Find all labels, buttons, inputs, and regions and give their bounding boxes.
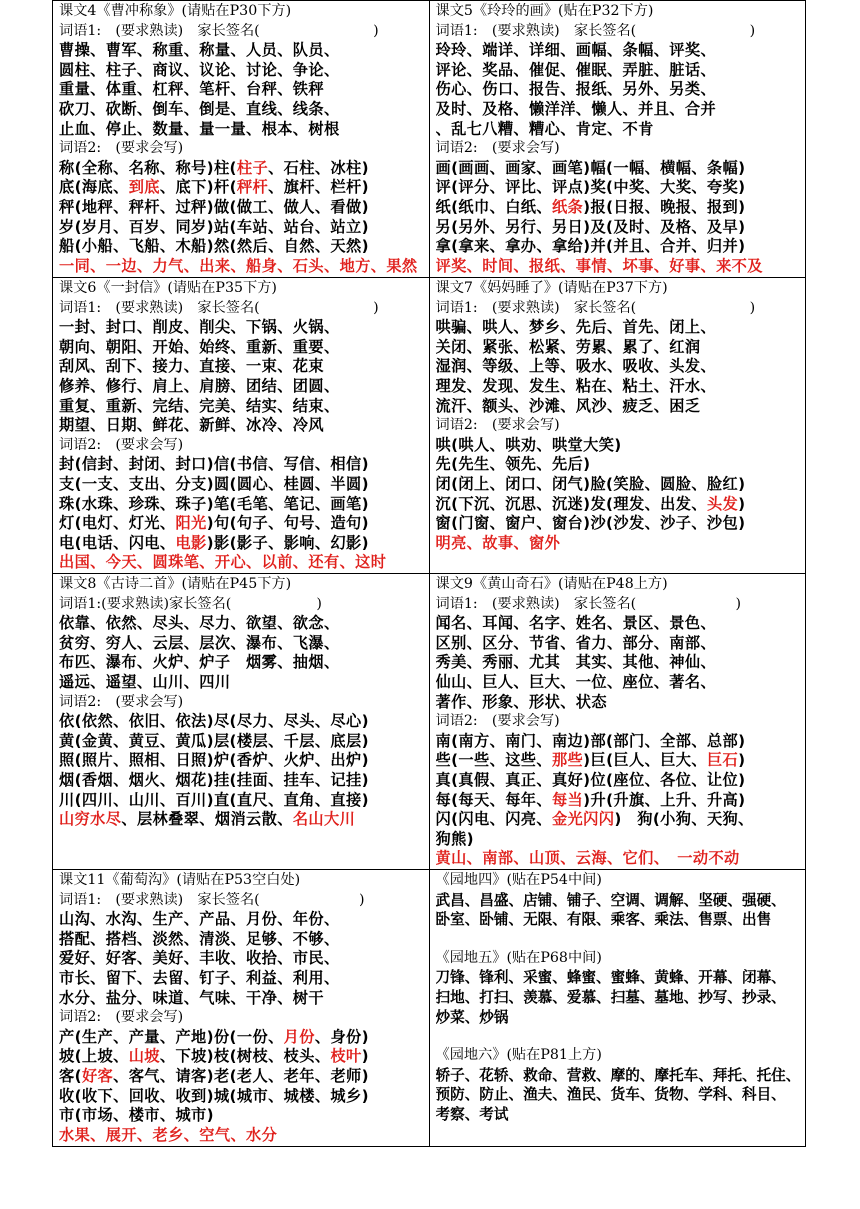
ci2-line bbox=[59, 1047, 425, 1067]
ci1-line: 水分、盐分、味道、气味、干净、树干 bbox=[59, 988, 324, 1007]
extra-words: 一同、一边、力气、出来、船身、石头、地方、果然 bbox=[59, 256, 418, 275]
highlighted-word: 好客 bbox=[81, 1066, 114, 1085]
highlighted-word: 枝叶 bbox=[330, 1047, 362, 1066]
word-text: 底(海底、 bbox=[59, 178, 129, 197]
word-text: 、下坡)枝(树枝、枝头、 bbox=[159, 1047, 331, 1066]
word-text: 闪(闪电、闪亮、 bbox=[435, 810, 552, 829]
ci1-label: 词语1: (要求熟读) 家长签名( ) bbox=[59, 299, 379, 316]
lesson-9-cell bbox=[429, 574, 806, 870]
word-text: 沉(下沉、沉思、沉迷)发(理发、出发、 bbox=[435, 494, 707, 513]
word-text: )报(日报、晚报、报到) bbox=[583, 197, 746, 216]
ci1-line: 依靠、依然、尽头、尽力、欲望、欲念、 bbox=[59, 614, 340, 633]
highlighted-word: 巨石 bbox=[706, 751, 739, 770]
word-text: 拿(拿来、拿办、拿给)并(并且、合并、归并) bbox=[435, 237, 746, 256]
word-text: 烟(香烟、烟火、烟花)挂(挂面、挂车、记挂) bbox=[59, 770, 369, 789]
extra-words: 明亮、故事、窗外 bbox=[435, 533, 561, 552]
garden-line: 卧室、卧铺、无限、有限、乘客、乘法、售票、出售 bbox=[435, 911, 772, 929]
ci2-label: 词语2: (要求会写) bbox=[59, 1009, 184, 1026]
ci1-line: 刮风、刮下、接力、直接、一束、花束 bbox=[59, 357, 324, 376]
lesson-title: 课文8《古诗二首》(请贴在P45下方) bbox=[59, 576, 292, 592]
ci1-line: 一封、封口、削皮、削尖、下锅、火锅、 bbox=[59, 318, 340, 337]
garden-title: 《园地六》(贴在P81上方) bbox=[435, 1047, 602, 1064]
ci1-label: 词语1: (要求熟读) 家长签名( ) bbox=[59, 22, 379, 39]
word-text: )升(升旗、上升、升高) bbox=[583, 790, 746, 809]
ci1-line: 哄骗、哄人、梦乡、先后、首先、闭上、 bbox=[435, 318, 717, 337]
ci2-line bbox=[59, 732, 425, 752]
ci2-label: 词语2: (要求会写) bbox=[435, 417, 560, 434]
word-text: )句(句子、句号、造句) bbox=[206, 514, 369, 533]
highlighted-word: 头发 bbox=[706, 494, 739, 513]
ci1-line: 止血、停止、数量、量一量、根本、树根 bbox=[59, 119, 340, 138]
word-text: 些(一些、这些、 bbox=[435, 751, 552, 770]
ci1-line: 闻名、耳闻、名字、姓名、景区、景色、 bbox=[435, 614, 717, 633]
lesson-title: 课文6《一封信》(请贴在P35下方) bbox=[59, 280, 277, 296]
highlighted-word: 月份 bbox=[283, 1027, 315, 1046]
highlighted-word: 柱子 bbox=[236, 158, 269, 177]
lesson-title: 课文4《曹冲称象》(请贴在P30下方) bbox=[59, 3, 292, 19]
word-text: ) 狗(小狗、天狗、 bbox=[614, 810, 754, 829]
ci2-line bbox=[59, 1106, 425, 1126]
ci2-line bbox=[59, 1028, 425, 1048]
ci1-line: 砍刀、砍断、倒车、倒是、直线、线条、 bbox=[59, 99, 340, 118]
vocabulary-sheet bbox=[52, 0, 806, 1147]
ci1-line: 搭配、搭档、淡然、清淡、足够、不够、 bbox=[59, 929, 340, 948]
highlighted-word: 每当 bbox=[551, 790, 584, 809]
word-text: 产(生产、产量、产地)份(一份、 bbox=[59, 1027, 284, 1046]
word-text: 狗熊) bbox=[435, 829, 475, 848]
ci2-line bbox=[436, 514, 802, 534]
word-text: 依(依然、依旧、依法)尽(尽力、尽头、尽心) bbox=[59, 712, 369, 731]
ci2-line bbox=[59, 178, 425, 198]
word-text: ) bbox=[738, 751, 746, 770]
highlighted-word: 名山大川 bbox=[292, 810, 356, 829]
ci1-line: 及时、及格、懒洋洋、懒人、并且、合并 bbox=[435, 99, 717, 118]
word-text: ) bbox=[738, 494, 746, 513]
word-text: 黄(金黄、黄豆、黄瓜)层(楼层、千层、底层) bbox=[59, 731, 369, 750]
ci1-line: 伤心、伤口、报告、报纸、另外、另类、 bbox=[435, 80, 717, 99]
highlighted-word: 秤杆 bbox=[236, 178, 269, 197]
garden-line: 考察、考试 bbox=[435, 1105, 509, 1123]
ci2-label: 词语2: (要求会写) bbox=[59, 436, 184, 453]
ci1-label: 词语1: (要求熟读) 家长签名( ) bbox=[59, 891, 365, 908]
ci2-line bbox=[59, 198, 425, 218]
word-text: 电(电话、闪电、 bbox=[59, 533, 176, 552]
ci2-line bbox=[59, 475, 425, 495]
lesson-title: 课文7《妈妈睡了》(请贴在P37下方) bbox=[435, 280, 668, 296]
ci1-line: 曹操、曹军、称重、称量、人员、队员、 bbox=[59, 41, 340, 60]
word-text: 、身份) bbox=[314, 1027, 369, 1046]
highlighted-word: 山坡 bbox=[128, 1047, 160, 1066]
garden-line: 扫地、打扫、羡慕、爱慕、扫墓、墓地、抄写、抄录、 bbox=[435, 988, 786, 1006]
lesson-4-cell bbox=[53, 1, 430, 278]
ci1-line: 布匹、瀑布、火炉、炉子 烟雾、抽烟、 bbox=[59, 653, 340, 672]
ci1-line: 理发、发现、发生、粘在、粘土、汗水、 bbox=[435, 376, 717, 395]
ci1-line: 秀美、秀丽、尤其 其实、其他、神仙、 bbox=[435, 653, 717, 672]
ci1-line: 评论、奖品、催促、催眠、弄脏、脏话、 bbox=[435, 60, 717, 79]
ci2-line bbox=[436, 830, 802, 850]
ci1-label: 词语1: (要求熟读) 家长签名( ) bbox=[435, 595, 742, 612]
word-text: 川(四川、山川、百川)直(直尺、直角、直接) bbox=[59, 790, 369, 809]
ci1-line: 玲玲、端详、详细、画幅、条幅、评奖、 bbox=[435, 41, 717, 60]
lesson-5-cell bbox=[429, 1, 806, 278]
ci2-line bbox=[436, 495, 802, 515]
ci2-line bbox=[59, 712, 425, 732]
highlighted-word: 电影 bbox=[175, 533, 207, 552]
word-text: )影(影子、影响、幻影) bbox=[206, 533, 369, 552]
word-text: 每(每天、每年、 bbox=[435, 790, 552, 809]
ci2-line bbox=[436, 475, 802, 495]
word-text: 先(先生、领先、先后) bbox=[435, 455, 591, 474]
word-text: 秤(地秤、秤杆、过秤)做(做工、做人、看做) bbox=[59, 197, 369, 216]
word-text: 封(信封、封闭、封口)信(书信、写信、相信) bbox=[59, 455, 369, 474]
ci1-line: 流汗、额头、沙滩、风沙、疲乏、困乏 bbox=[435, 396, 701, 415]
ci1-line: 遥远、遥望、山川、四川 bbox=[59, 672, 231, 691]
word-text: 坡(上坡、 bbox=[59, 1047, 129, 1066]
ci1-label: 词语1:(要求熟读)家长签名( ) bbox=[59, 595, 322, 612]
ci2-line bbox=[436, 198, 802, 218]
word-text: 船(小船、飞船、木船)然(然后、自然、天然) bbox=[59, 237, 369, 256]
spacer bbox=[436, 1027, 802, 1046]
ci1-line: 重量、体重、杠秤、笔杆、台秤、铁秤 bbox=[59, 80, 324, 99]
ci1-line: 朝向、朝阳、开始、始终、重新、重要、 bbox=[59, 337, 340, 356]
extra-words: 出国、今天、圆珠笔、开心、以前、还有、这时 bbox=[59, 553, 387, 572]
ci2-label: 词语2: (要求会写) bbox=[435, 140, 560, 157]
lesson-7-cell bbox=[429, 278, 806, 574]
lesson-6-cell bbox=[53, 278, 430, 574]
word-text: 、层林叠翠、烟消云散、 bbox=[121, 810, 293, 829]
word-text: 、旗杆、栏杆) bbox=[268, 178, 369, 197]
ci2-line bbox=[436, 751, 802, 771]
ci1-line: 区别、区分、节省、省力、部分、南部、 bbox=[435, 633, 717, 652]
word-text: 画(画画、画家、画笔)幅(一幅、横幅、条幅) bbox=[435, 158, 746, 177]
ci2-line bbox=[436, 771, 802, 791]
word-text: 、客气、请客)老(老人、老年、老师) bbox=[113, 1066, 369, 1085]
highlighted-word: 到底 bbox=[128, 178, 160, 197]
ci1-line: 湿润、等级、上等、吸水、吸收、头发、 bbox=[435, 357, 717, 376]
ci2-line bbox=[436, 436, 802, 456]
ci2-line bbox=[436, 178, 802, 198]
garden-title: 《园地四》(贴在P54中间) bbox=[435, 872, 602, 888]
ci1-line: 爱好、好客、美好、丰收、收拾、市民、 bbox=[59, 949, 340, 968]
word-text: 哄(哄人、哄劝、哄堂大笑) bbox=[435, 435, 622, 454]
word-text: 灯(电灯、灯光、 bbox=[59, 514, 176, 533]
lesson-title: 课文9《黄山奇石》(请贴在P48上方) bbox=[435, 576, 668, 592]
lesson-8-cell bbox=[53, 574, 430, 870]
ci2-line bbox=[59, 1067, 425, 1087]
ci2-line bbox=[436, 218, 802, 238]
word-text: )巨(巨人、巨大、 bbox=[583, 751, 707, 770]
lesson-title: 课文11《葡萄沟》(请贴在P53空白处) bbox=[59, 872, 301, 888]
extra-words: 评奖、时间、报纸、事情、坏事、好事、来不及 bbox=[435, 256, 763, 275]
ci2-line bbox=[59, 751, 425, 771]
word-text: 窗(门窗、窗户、窗台)沙(沙发、沙子、沙包) bbox=[435, 514, 746, 533]
word-text: 、底下)杆( bbox=[159, 178, 237, 197]
ci1-label: 词语1: (要求熟读) 家长签名( ) bbox=[435, 299, 756, 316]
ci2-line bbox=[436, 810, 802, 830]
ci2-line bbox=[59, 218, 425, 238]
word-text: 珠(水珠、珍珠、珠子)笔(毛笔、笔记、画笔) bbox=[59, 494, 369, 513]
word-text: 另(另外、另行、另日)及(及时、及格、及早) bbox=[435, 217, 746, 236]
ci2-line bbox=[59, 495, 425, 515]
ci2-line bbox=[59, 455, 425, 475]
garden-cell bbox=[429, 870, 806, 1147]
extra-words: 水果、展开、老乡、空气、水分 bbox=[59, 1125, 278, 1144]
word-text: 市(市场、楼市、城市) bbox=[59, 1106, 214, 1125]
ci2-label: 词语2: (要求会写) bbox=[59, 140, 184, 157]
ci2-line bbox=[436, 732, 802, 752]
ci1-line: 贫穷、穷人、云层、层次、瀑布、飞瀑、 bbox=[59, 633, 340, 652]
highlighted-word: 山穷水尽 bbox=[59, 810, 122, 829]
garden-line: 轿子、花轿、救命、营救、摩的、摩托车、拜托、托住、 bbox=[435, 1066, 801, 1084]
ci1-line: 著作、形象、形状、状态 bbox=[435, 692, 607, 711]
garden-line: 武昌、昌盛、店铺、铺子、空调、调解、坚硬、强硬、 bbox=[435, 891, 786, 909]
word-text: 纸(纸巾、白纸、 bbox=[435, 197, 552, 216]
word-text: ) bbox=[361, 1047, 369, 1066]
highlighted-word: 那些 bbox=[551, 751, 584, 770]
highlighted-word: 阳光 bbox=[175, 514, 207, 533]
highlighted-word: 金光闪闪 bbox=[551, 810, 615, 829]
garden-line: 炒菜、炒锅 bbox=[435, 1008, 509, 1026]
ci1-line: 关闭、紧张、松紧、劳累、累了、红润 bbox=[435, 337, 701, 356]
word-text: 客( bbox=[59, 1066, 82, 1085]
ci2-line bbox=[59, 1087, 425, 1107]
ci2-line bbox=[436, 791, 802, 811]
ci1-line: 、乱七八糟、糟心、肯定、不肯 bbox=[435, 119, 654, 138]
ci1-line: 山沟、水沟、生产、产品、月份、年份、 bbox=[59, 910, 340, 929]
ci2-label: 词语2: (要求会写) bbox=[59, 693, 184, 710]
ci2-label: 词语2: (要求会写) bbox=[435, 713, 560, 730]
ci2-line bbox=[436, 455, 802, 475]
spacer bbox=[436, 930, 802, 949]
lesson-11-cell bbox=[53, 870, 430, 1147]
garden-line: 刀锋、锋利、采蜜、蜂蜜、蜜蜂、黄蜂、开幕、闭幕、 bbox=[435, 969, 786, 987]
garden-title: 《园地五》(贴在P68中间) bbox=[435, 949, 602, 966]
ci2-line bbox=[59, 514, 425, 534]
ci2-line bbox=[436, 159, 802, 179]
ci2-line bbox=[59, 534, 425, 554]
word-text: 南(南方、南门、南边)部(部门、全部、总部) bbox=[435, 731, 746, 750]
ci2-line bbox=[436, 237, 802, 257]
ci2-line bbox=[59, 791, 425, 811]
word-text: 支(一支、支出、分支)圆(圆心、桂圆、半圆) bbox=[59, 474, 369, 493]
word-text: 收(收下、回收、收到)城(城市、城楼、城乡) bbox=[59, 1086, 369, 1105]
ci1-line: 修养、修行、肩上、肩膀、团结、团圆、 bbox=[59, 376, 340, 395]
ci1-line: 期望、日期、鲜花、新鲜、冰冷、冷风 bbox=[59, 416, 324, 435]
word-text: 称(全称、名称、称号)柱( bbox=[59, 158, 237, 177]
highlighted-word: 纸条 bbox=[551, 197, 584, 216]
word-text: 照(照片、照相、日照)炉(香炉、火炉、出炉) bbox=[59, 751, 369, 770]
ci2-line bbox=[59, 237, 425, 257]
garden-line: 预防、防止、渔夫、渔民、货车、货物、学科、科目、 bbox=[435, 1086, 786, 1104]
word-text: 评(评分、评比、评点)奖(中奖、大奖、夸奖) bbox=[435, 178, 746, 197]
ci1-line: 仙山、巨人、巨大、一位、座位、著名、 bbox=[435, 672, 717, 691]
ci1-label: 词语1: (要求熟读) 家长签名( ) bbox=[435, 22, 756, 39]
ci1-line: 市长、留下、去留、钉子、利益、利用、 bbox=[59, 968, 340, 987]
lesson-title: 课文5《玲玲的画》(贴在P32下方) bbox=[435, 3, 654, 19]
word-text: 闭(闭上、闭口、闭气)脸(笑脸、圆脸、脸红) bbox=[435, 474, 746, 493]
ci2-line bbox=[59, 771, 425, 791]
ci1-line: 圆柱、柱子、商议、议论、讨论、争论、 bbox=[59, 60, 340, 79]
ci2-line bbox=[59, 159, 425, 179]
word-text: 岁(岁月、百岁、同岁)站(车站、站台、站立) bbox=[59, 217, 369, 236]
word-text: 真(真假、真正、真好)位(座位、各位、让位) bbox=[435, 770, 746, 789]
ci1-line: 重复、重新、完结、完美、结实、结束、 bbox=[59, 396, 340, 415]
extra-words: 黄山、南部、山顶、云海、它们、 一动不动 bbox=[435, 849, 740, 868]
extra-words bbox=[59, 810, 425, 830]
word-text: 、石柱、冰柱) bbox=[268, 158, 369, 177]
